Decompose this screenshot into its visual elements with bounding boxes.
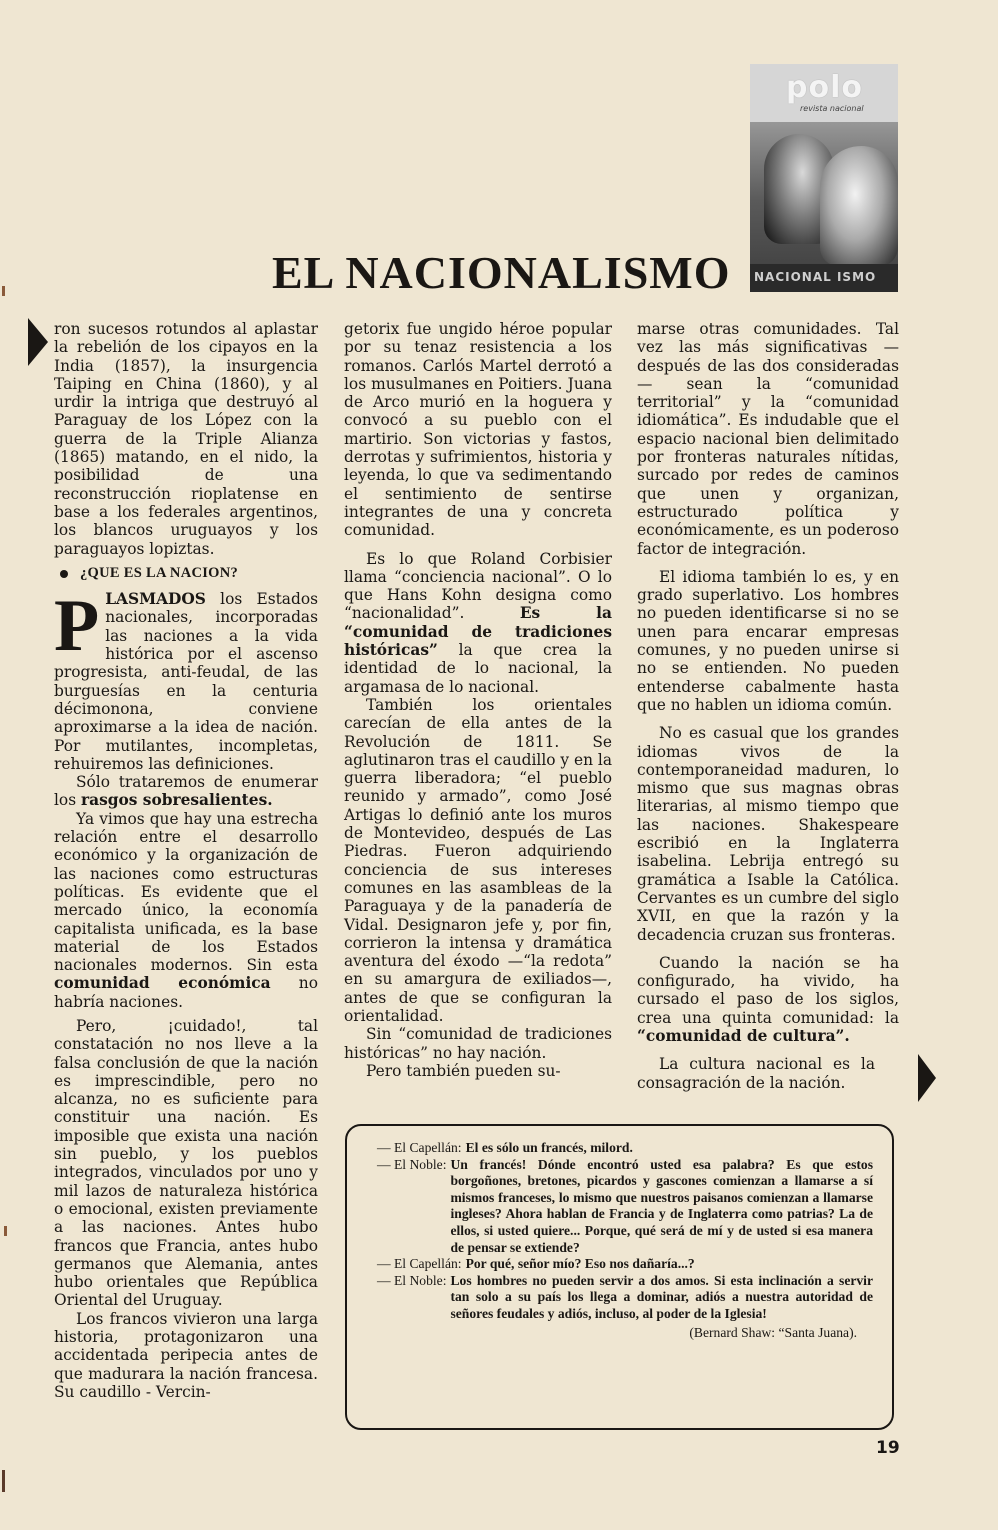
quote-line: [377, 1157, 873, 1257]
col3-paragraph-3: No es casual que los grandes idiomas vivos de la contemporaneidad maduren, lo mismo que sus magnas obras literarias, al mismo tiempo que las naciones. Shakespeare escribió en la Inglaterra isabelina. Lebrija entregó su gramática a Isable la Católica. Cervantes es un cumbre del siglo XVII, en que la razón y la decadencia cruzan sus fronteras.: [637, 724, 899, 944]
col1-paragraph-4-text: Ya vimos que hay una estrecha relación entre el desarrollo económico y la organización de las naciones como estructuras políticas. Es evidente que el mercado único, la economía capitalista unificada, es la base material de los Estados nacionales modernos. Sin esta: [54, 809, 318, 975]
col1-paragraph-5: Pero, ¡cuidado!, tal constatación no nos lleve a la falsa conclusión de que la nación es imprescindible, pero no alcanza, no es suficiente para constituir una nación. Es imposible que exista una nación sin pueblo, y los pueblos integrados, vinculados por uno y mil lazos de naturaleza histórica o emocional, existen previamente a las naciones. Antes hubo francos que Francia, antes hubo germanos que Alemania, antes hubo orientales que República Oriental del Uruguay.: [54, 1016, 318, 1310]
col1-paragraph-3-text: Sólo trataremos de enumerar los: [54, 773, 318, 810]
col1-paragraph-6: Los francos vivieron una larga historia, protagonizaron una accidentada peripecia antes de que madurara la nación francesa. Su caudillo - Vercin-: [54, 1309, 318, 1401]
quote-speaker: — El Noble:: [377, 1272, 447, 1288]
cover-portrait-right: [820, 146, 898, 266]
quote-speaker: — El Capellán:: [377, 1140, 462, 1155]
col2-paragraph-2-text: Es lo que Roland Corbisier llama “conciencia nacional”. O lo que Hans Kohn designa como “nacionalidad”.: [344, 549, 612, 623]
col1-paragraph-1: ron sucesos rotundos al aplastar la rebelión de los cipayos en la India (1857), la insurgencia Taiping en China (1860), y al urdir la intriga que destruyó al Paraguay de los López con la guerra de la Triple Alianza (1865) matando, en el nido, la posibilidad de una reconstrucción rioplatense en base a los federales argentinos, los blancos uruguayos y los paraguayos lopiztas.: [54, 320, 318, 558]
col2-paragraph-1: getorix fue ungido héroe popular por su tenaz resistencia a los romanos. Carlós Martel derrotó a los musulmanes en Poitiers. Juana de Arco murió en la hoguera y convocó a su pueblo con el martirio. Son victorias y fastos, derrotas y sufrimientos, historia y leyenda, lo que va sedimentando el sentimiento de sentirse integrantes de una y concreta comunidad.: [344, 320, 612, 540]
cover-masthead-title: polo: [786, 70, 863, 105]
col1-paragraph-3-bold: rasgos sobresalientes.: [80, 791, 273, 810]
col2-paragraph-2-bold: Es la “comunidad de tradiciones históricas”: [344, 604, 612, 660]
col1-paragraph-4-end: no habría naciones.: [54, 974, 318, 1011]
quote-box: [345, 1124, 894, 1430]
section-heading: [54, 564, 318, 582]
col3-paragraph-4-text: Cuando la nación se ha configurado, ha vivido, ha cursado el paso de los siglos, crea una quinta comunidad: la: [637, 953, 899, 1027]
section-heading-text: ¿QUE ES LA NACION?: [80, 564, 239, 581]
margin-mark: [2, 286, 5, 296]
quote-text: Un francés! Dónde encontró usted esa palabra? Es que estos borgoñones, bretones, picardos y gascones comienzan a llamarse a sí mismos franceses, lo mismo que nuestros paisanos comienzan a llamarse ingleses? Ahora hablan de Francia y de Inglaterra como patrias? La de ellos, si usted quiere... Porque, qué será de mí y de usted si esa manera de pensar se extiende?: [450, 1156, 873, 1255]
margin-mark: [4, 1226, 7, 1236]
article-title: EL NACIONALISMO: [272, 247, 731, 298]
quote-source: (Bernard Shaw: “Santa Juana).: [689, 1324, 857, 1340]
col2-paragraph-5: Pero también pueden su-: [366, 1061, 561, 1080]
magazine-cover-image: [750, 64, 898, 292]
quote-line: [377, 1256, 873, 1273]
col2-paragraph-4: Sin “comunidad de tradiciones históricas” no hay nación.: [344, 1025, 612, 1062]
quote-text: El es sólo un francés, milord.: [465, 1140, 633, 1155]
col2-paragraph-2: [344, 550, 612, 696]
col3-paragraph-2: El idioma también lo es, y en grado superlativo. Los hombres no pueden identificarse si no se unen para encarar empresas comunes, y no pueden unirse si no se entienden. No pueden entenderse cabalmente hasta que no hablen un idioma común.: [637, 567, 899, 714]
margin-mark: [2, 1470, 5, 1492]
quote-text: Por qué, señor mío? Eso nos dañaría...?: [465, 1256, 695, 1272]
bullet-icon: [60, 570, 68, 578]
col1-paragraph-4: [54, 810, 318, 1011]
col3-paragraph-5: La cultura nacional es la consagración de la nación.: [637, 1055, 875, 1092]
col1-paragraph-3: [54, 773, 318, 810]
col2-paragraph-2-end: la que crea la identidad de lo nacional, la argamasa de lo nacional.: [344, 641, 612, 696]
col2-paragraph-3: También los orientales carecían de ella antes de la Revolución de 1811. Se aglutinaron tras el caudillo y en la guerra liberadora; “el pueblo reunido y armado”, como José Artigas lo definió ante los muros de Montevideo, después de Las Piedras. Fueron adquiriendo conciencia de sus intereses comunes en las asambleas de la Paraguaya y de la panadería de Vidal. Designaron jefe y, por fin, corrieron la intensa y dramática aventura del éxodo —“la redota” en su amargura de exiliados—, antes de que se configuran la orientalidad.: [344, 695, 612, 1025]
cover-masthead-subtitle: revista nacional: [800, 104, 864, 113]
col1-paragraph-4-bold: comunidad económica: [54, 974, 271, 993]
col1-paragraph-2-text: los Estados nacionales, incorporadas las naciones a la vida histórica por el ascenso progresista, anti-feudal, de las burguesías en la centuria décimonona, conviene aproximarse a la idea de nación. Por mutilantes, incompletas, rehuiremos las definiciones.: [54, 590, 318, 773]
cover-band-text: NACIONAL ISMO: [754, 270, 877, 284]
quote-speaker: — El Capellán:: [377, 1256, 462, 1272]
col1-paragraph-2: [54, 585, 318, 773]
column-3: [637, 320, 899, 1092]
col3-paragraph-4: [637, 954, 899, 1045]
page-number: 19: [876, 1438, 900, 1458]
quote-dialogue: [377, 1140, 873, 1341]
quote-line: [377, 1140, 873, 1157]
quote-text: Los hombres no pueden servir a dos amos. Si esta inclinación a servir tan solo a su país los llega a dominar, adiós a nuestra autoridad de señores feudales y adiós, incluso, al poder de la Iglesia!: [450, 1272, 873, 1321]
col3-paragraph-4-bold: “comunidad de cultura”.: [637, 1026, 850, 1045]
col3-paragraph-1: marse otras comunidades. Tal vez las más significativas —después de las dos consideradas— sean la “comunidad territorial” y la “comunidad idiomática”. Es indudable que el espacio nacional bien delimitado por fronteras naturales nítidas, surcado por redes de caminos que unen y organizan, estructurado política y económicamente, es un poderoso factor de integración.: [637, 320, 899, 558]
quote-line: [377, 1273, 873, 1323]
continuation-arrow-icon: [28, 318, 48, 366]
column-1: [54, 320, 318, 1401]
lead-in-word: LASMADOS: [105, 590, 206, 609]
continues-next-page-arrow-icon: [918, 1054, 936, 1102]
column-2: [344, 320, 612, 1080]
quote-speaker: — El Noble:: [377, 1156, 447, 1172]
drop-cap: P: [54, 585, 100, 668]
